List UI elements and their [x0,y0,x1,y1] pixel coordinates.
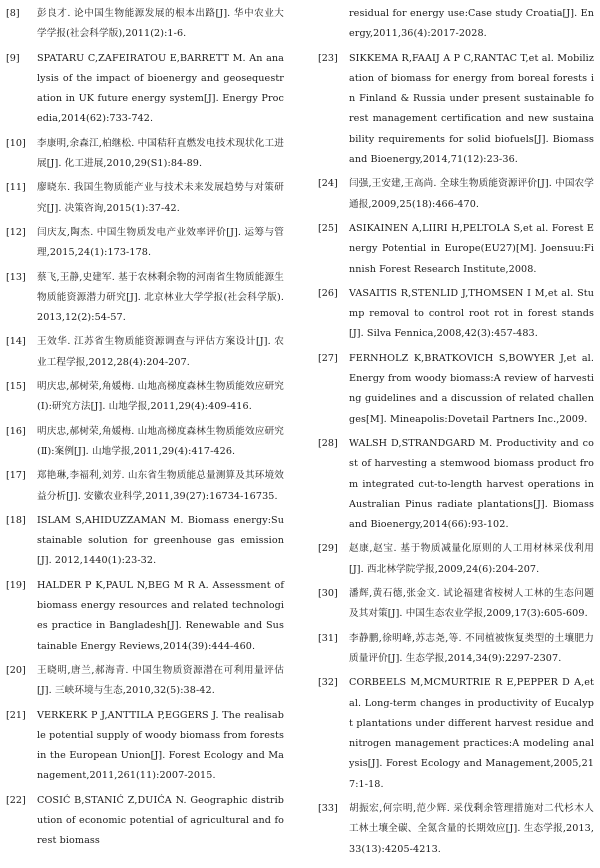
reference-entry [318,629,594,670]
reference-entry [318,349,594,430]
reference-entry [318,219,594,280]
reference-text: ASIKAINEN A,LIIRI H,PELTOLA S,et al. Forest Energy Potential in Europe(EU27)[M]. Joensuu:Finnish Forest Research Institute,2008. [349,222,594,275]
reference-entry [6,661,284,702]
reference-number: [12] [6,226,26,238]
reference-text: 潘辉,黄石德,张金文. 试论福建省桉树人工林的生态问题及其对策[J]. 中国生态农业学报,2009,17(3):605-609. [349,588,594,620]
reference-entry [318,584,594,625]
reference-number: [33] [318,802,338,814]
reference-number: [25] [318,222,338,234]
reference-entry [6,49,284,130]
reference-number: [14] [6,336,26,348]
reference-text: 明庆忠,郝树荣,角媛梅. 山地高梯度森林生物质能效应研究(Ⅰ):研究方法[J]. 山地学报,2011,29(4):409-416. [37,381,284,413]
reference-number: [32] [318,677,338,689]
reference-text: 赵康,赵宝. 基于物质减量化原则的人工用材林采伐利用[J]. 西北林学院学报,2009,24(6):204-207. [349,543,594,575]
reference-number: [20] [6,664,26,676]
reference-number: [24] [318,178,338,190]
reference-text: 胡振宏,何宗明,范少辉. 采伐剩余管理措施对二代杉木人工林土壤全碳、全氮含量的长期效应[J]. 生态学报,2013,33(13):4205-4213. [349,802,594,855]
reference-text: 彭良才. 论中国生物能源发展的根本出路[J]. 华中农业大学学报(社会科学版),2011(2):1-6. [37,8,284,40]
reference-number: [23] [318,52,338,64]
reference-entry [318,799,594,860]
reference-text: 廖晓东. 我国生物质能产业与技术未来发展趋势与对策研究[J]. 决策咨询,2015(1):37-42. [37,182,284,214]
reference-number: [16] [6,425,26,437]
reference-text: WALSH D,STRANDGARD M. Productivity and cost of harvesting a stemwood biomass product from integrated cut-to-length harvest operations in Australian Pinus radiate plantations[J]. Biomass and Bioenergy,2014(66):93-102. [349,437,594,531]
reference-entry [6,422,284,463]
reference-entry [6,223,284,264]
reference-text: 王晓明,唐兰,郝海青. 中国生物质资源潜在可利用量评估[J]. 三峡环境与生态,2010,32(5):38-42. [37,664,284,697]
reference-number: [31] [318,632,338,644]
reference-text: SIKKEMA R,FAAIJ A P C,RANTAC T,et al. Mobilization of biomass for energy from boreal forests in Finland & Russia under present sustainable forest management certification and new sustainability requirements for solid biofuels[J]. Biomass and Bioenergy,2014,71(12):23-36. [349,52,594,166]
reference-number: [28] [318,437,338,449]
reference-entry [6,511,284,572]
reference-number: [13] [6,271,26,283]
reference-entry [318,284,594,345]
reference-entry [6,4,284,45]
reference-number: [22] [6,794,26,806]
reference-number: [18] [6,514,26,526]
reference-entry [6,178,284,219]
reference-text: 王效华. 江苏省生物质能资源调查与评估方案设计[J]. 农业工程学报,2012,28(4):204-207. [37,336,284,368]
reference-text: 蔡飞,王静,史建军. 基于农林剩余物的河南省生物质能源生物质能资源潜力研究[J]. 北京林业大学学报(社会科学版). 2013,12(2):54-57. [37,271,284,324]
reference-text: COSIĆ B,STANIĆ Z,DUIĆA N. Geographic distribution of economic potential of agricultural and forest biomass [37,794,284,847]
reference-number: [8] [6,8,20,19]
reference-entry [318,539,594,580]
right-column [318,4,594,868]
reference-text: 郑艳琳,李福利,刘芳. 山东省生物质能总量测算及其环境效益分析[J]. 安徽农业科学,2011,39(27):16734-16735. [37,470,284,502]
reference-entry [6,377,284,418]
reference-entry [6,134,284,175]
reference-entry [318,434,594,535]
left-column [6,4,284,868]
reference-text: 明庆忠,郝树荣,角媛梅. 山地高梯度森林生物质能效应研究(Ⅱ):案例[J]. 山地学报,2011,29(4):417-426. [37,425,284,457]
reference-text: VASAITIS R,STENLID J,THOMSEN I M,et al. Stump removal to control root rot in forest stands[J]. Silva Fennica,2008,42(3):457-483. [349,287,594,340]
reference-text: 闫强,王安建,王高尚. 全球生物质能资源评价[J]. 中国农学通报,2009,25(18):466-470. [349,178,594,210]
reference-entry [318,4,594,45]
reference-number: [10] [6,137,26,149]
reference-number: [29] [318,543,338,555]
reference-text: residual for energy use:Case study Croatia[J]. Energy,2011,36(4):2017-2028. [349,8,594,40]
reference-entry [6,268,284,329]
reference-text: 李静鹏,徐明峰,苏志尧,等. 不同植被恢复类型的土壤肥力质量评价[J]. 生态学报,2014,34(9):2297-2307. [349,632,594,664]
reference-text: 李康明,余森江,柏继松. 中国秸秆直燃发电技术现状化工进展[J]. 化工进展,2010,29(S1):84-89. [37,137,284,170]
reference-number: [17] [6,470,26,482]
reference-entry [318,174,594,215]
reference-text: CORBEELS M,MCMURTRIE R E,PEPPER D A,et al. Long-term changes in productivity of Eucalypt plantations under different harvest residue and nitrogen management practices:A modeling analysis[J]. Forest Ecology and Management,2005,217:1-18. [349,677,594,790]
reference-number: [19] [6,579,26,591]
reference-entry [6,332,284,373]
reference-entry [6,576,284,657]
reference-entry [318,49,594,171]
reference-number: [27] [318,352,338,364]
reference-text: VERKERK P J,ANTTILA P,EGGERS J. The realisable potential supply of woody biomass from forests in the European Union[J]. Forest Ecology and Management,2011,261(11):2007-2015. [37,709,284,782]
reference-text: ISLAM S,AHIDUZZAMAN M. Biomass energy:Sustainable solution for greenhouse gas emission[J]. 2012,1440(1):23-32. [37,514,284,567]
reference-number: [11] [6,182,26,194]
reference-number: [30] [318,588,338,600]
reference-text: 闫庆友,陶杰. 中国生物质发电产业效率评价[J]. 运筹与管理,2015,24(1):173-178. [37,226,284,259]
reference-entry [6,791,284,852]
reference-number [318,4,349,45]
reference-entry [6,466,284,507]
reference-text: SPATARU C,ZAFEIRATOU E,BARRETT M. An analysis of the impact of bioenergy and geosequestration in UK future energy system[J]. Energy Procedia,2014(62):733-742. [37,52,284,125]
reference-text: FERNHOLZ K,BRATKOVICH S,BOWYER J,et al. Energy from woody biomass:A review of harvesting guidelines and a discussion of related challenges[M]. Mineapolis:Dovetail Partners Inc.,2009. [349,352,594,425]
reference-number: [9] [6,52,20,64]
reference-entry [6,706,284,787]
reference-number: [21] [6,709,26,721]
reference-entry [318,673,594,795]
reference-number: [26] [318,287,338,299]
reference-text: HALDER P K,PAUL N,BEG M R A. Assessment of biomass energy resources and related technologies practice in Bangladesh[J]. Renewable and Sustainable Energy Reviews,2014(39):444-460. [37,579,284,652]
reference-number: [15] [6,381,26,393]
